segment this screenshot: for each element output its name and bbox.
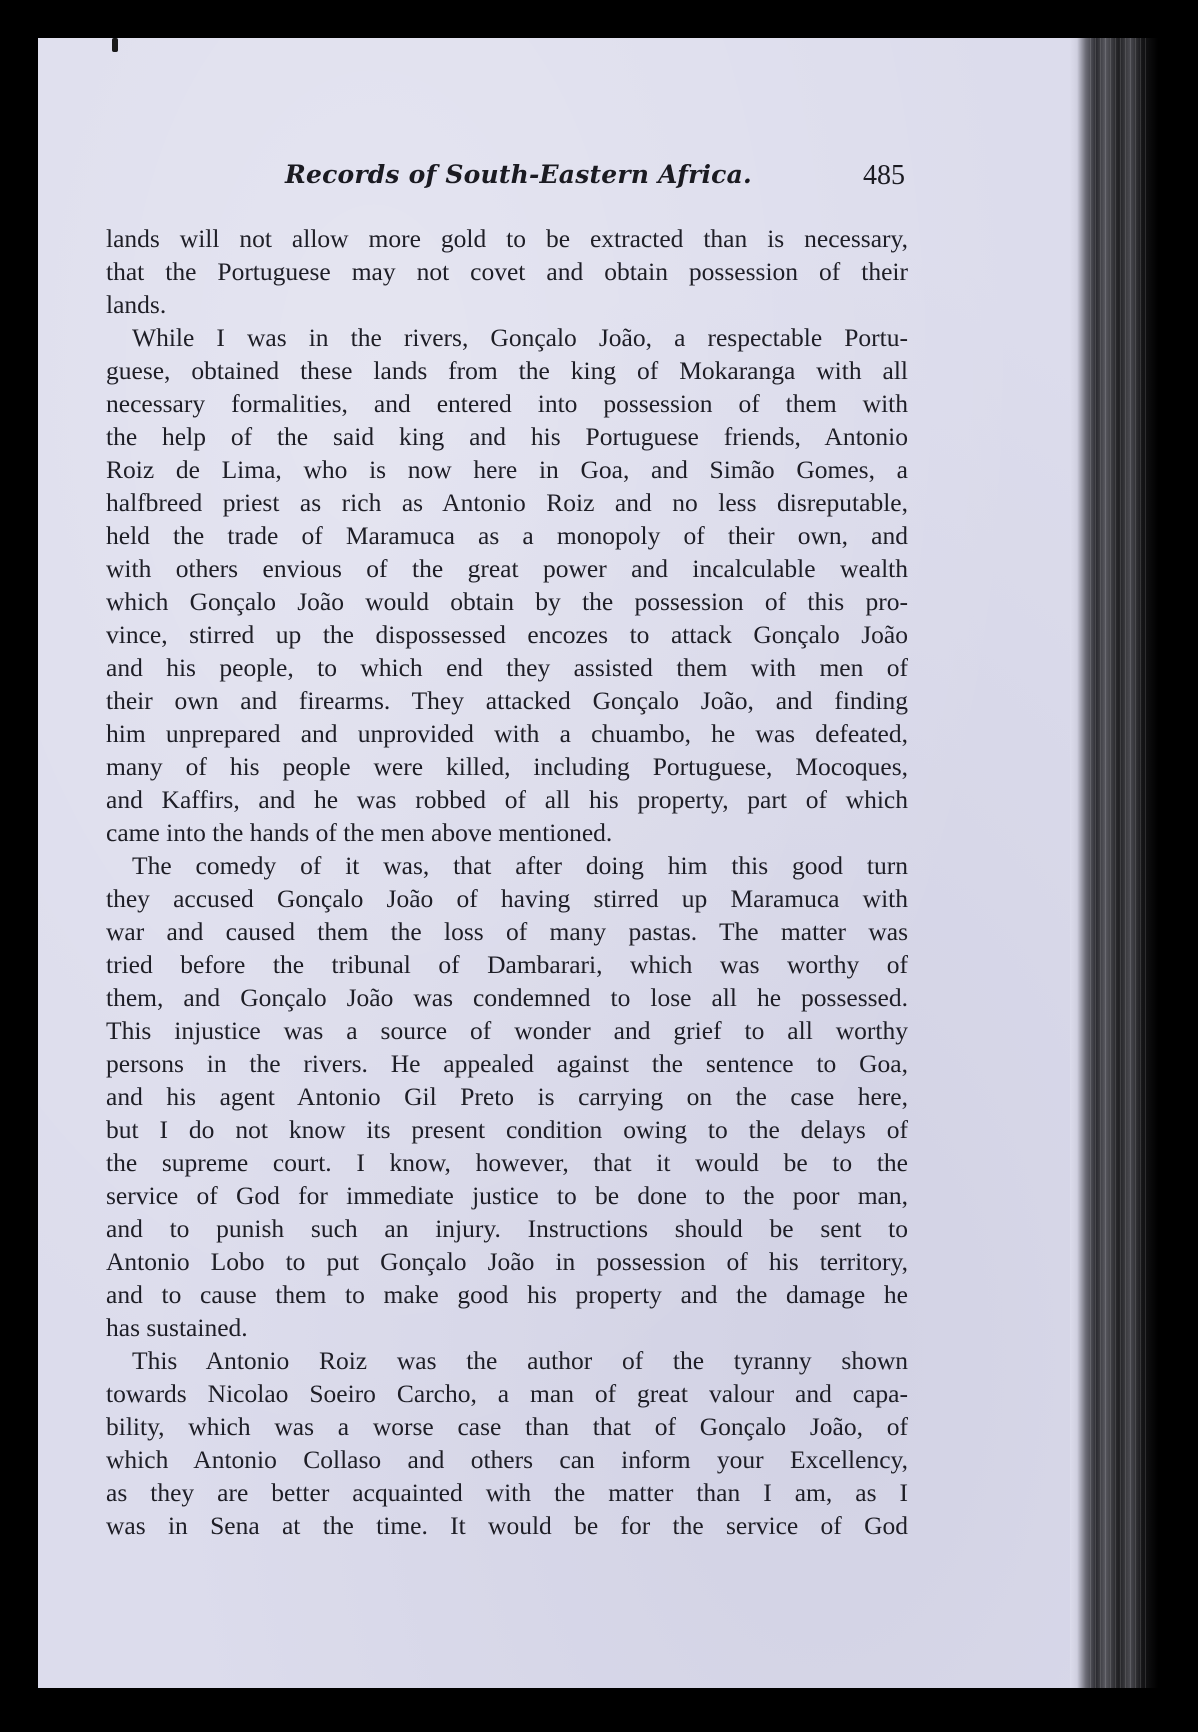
- text-line: tried before the tribunal of Dambarari, which was worthy of: [106, 950, 908, 979]
- page-header: [285, 160, 905, 200]
- text-line: him unprepared and unprovided with a chuambo, he was defeated,: [106, 719, 908, 748]
- text-line: they accused Gonçalo João of having stirred up Maramuca with: [106, 884, 908, 913]
- text-line: war and caused them the loss of many pastas. The matter was: [106, 917, 908, 946]
- text-line: guese, obtained these lands from the king of Mokaranga with all: [106, 356, 908, 385]
- text-line: This injustice was a source of wonder and grief to all worthy: [106, 1016, 908, 1045]
- text-line: and his agent Antonio Gil Preto is carrying on the case here,: [106, 1082, 908, 1111]
- text-line: service of God for immediate justice to be done to the poor man,: [106, 1181, 908, 1210]
- text-line: the supreme court. I know, however, that it would be to the: [106, 1148, 908, 1177]
- book-spine-edges: [1090, 38, 1150, 1688]
- text-line: and to punish such an injury. Instructions should be sent to: [106, 1214, 908, 1243]
- text-line: and Kaffirs, and he was robbed of all his property, part of which: [106, 785, 908, 814]
- text-line: the help of the said king and his Portuguese friends, Antonio: [106, 422, 908, 451]
- text-line: was in Sena at the time. It would be for the service of God: [106, 1511, 908, 1540]
- text-line: them, and Gonçalo João was condemned to lose all he possessed.: [106, 983, 908, 1012]
- body-text: [106, 222, 908, 1542]
- text-line: which Antonio Collaso and others can inform your Excellency,: [106, 1445, 908, 1474]
- text-line: lands will not allow more gold to be extracted than is necessary,: [106, 224, 908, 253]
- text-line: with others envious of the great power and incalculable wealth: [106, 554, 908, 583]
- text-line: and his people, to which end they assisted them with men of: [106, 653, 908, 682]
- text-line: While I was in the rivers, Gonçalo João, a respectable Portu-: [132, 323, 908, 352]
- text-line: held the trade of Maramuca as a monopoly of their own, and: [106, 521, 908, 550]
- text-line: halfbreed priest as rich as Antonio Roiz and no less disreputable,: [106, 488, 908, 517]
- text-line: bility, which was a worse case than that of Gonçalo João, of: [106, 1412, 908, 1441]
- running-title: Records of South-Eastern Africa.: [285, 160, 752, 189]
- text-line: The comedy of it was, that after doing him this good turn: [132, 851, 908, 880]
- text-line: Roiz de Lima, who is now here in Goa, and Simão Gomes, a: [106, 455, 908, 484]
- text-line: and to cause them to make good his property and the damage he: [106, 1280, 908, 1309]
- text-line: persons in the rivers. He appealed against the sentence to Goa,: [106, 1049, 908, 1078]
- text-line: as they are better acquainted with the matter than I am, as I: [106, 1478, 908, 1507]
- text-line: lands.: [106, 290, 167, 319]
- text-line: but I do not know its present condition owing to the delays of: [106, 1115, 908, 1144]
- page-number: 485: [863, 160, 905, 191]
- text-line: This Antonio Roiz was the author of the tyranny shown: [132, 1346, 908, 1375]
- text-line: towards Nicolao Soeiro Carcho, a man of great valour and capa-: [106, 1379, 908, 1408]
- text-line: many of his people were killed, including Portuguese, Mocoques,: [106, 752, 908, 781]
- text-line: came into the hands of the men above mentioned.: [106, 818, 613, 847]
- text-line: which Gonçalo João would obtain by the possession of this pro-: [106, 587, 908, 616]
- text-line: Antonio Lobo to put Gonçalo João in possession of his territory,: [106, 1247, 908, 1276]
- text-line: vince, stirred up the dispossessed encozes to attack Gonçalo João: [106, 620, 908, 649]
- text-line: their own and firearms. They attacked Gonçalo João, and finding: [106, 686, 908, 715]
- text-line: that the Portuguese may not covet and obtain possession of their: [106, 257, 908, 286]
- text-line: has sustained.: [106, 1313, 248, 1342]
- text-line: necessary formalities, and entered into possession of them with: [106, 389, 908, 418]
- scan-blemish: [112, 38, 118, 52]
